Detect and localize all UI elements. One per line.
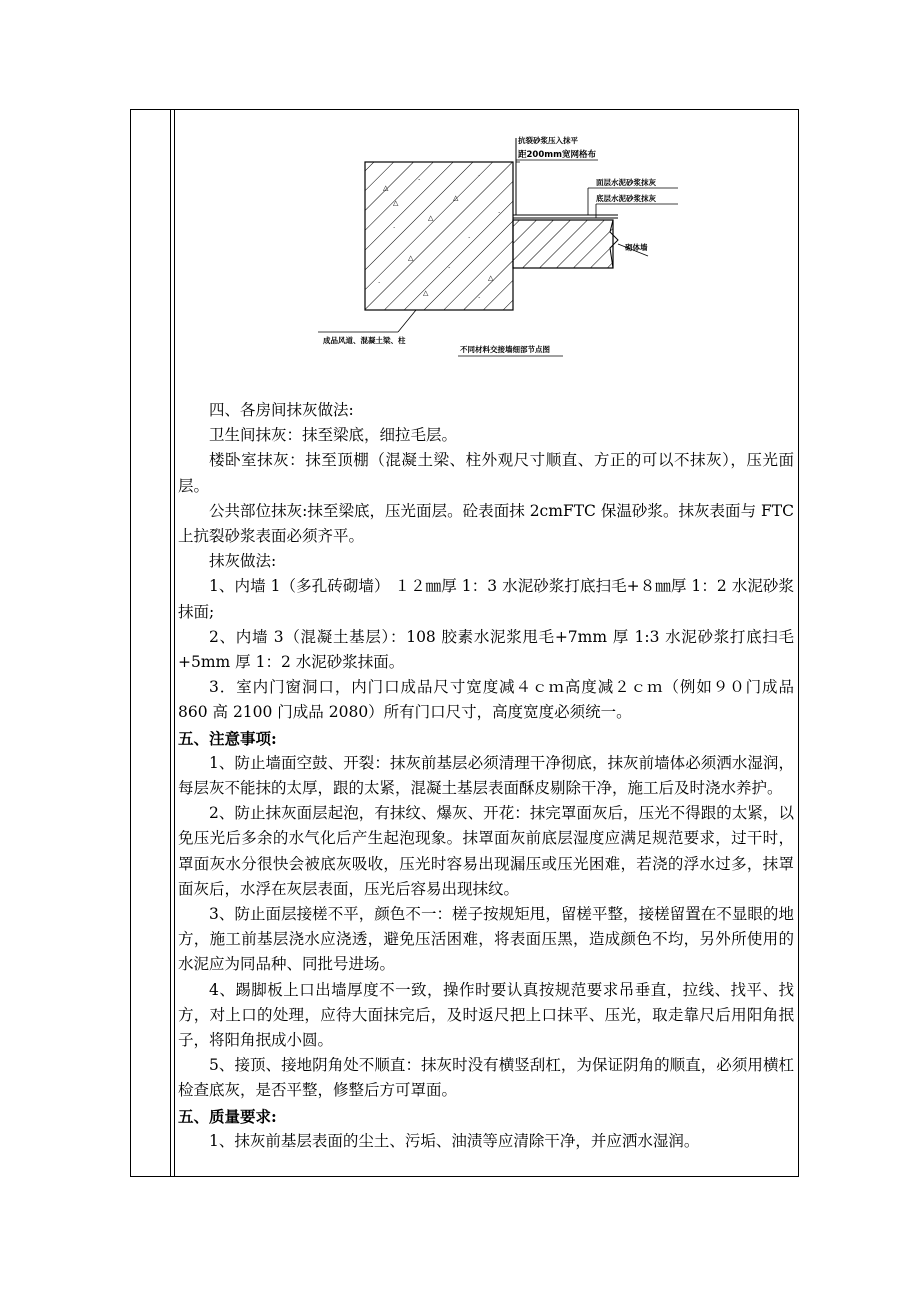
label-base-plaster: 底层水泥砂浆抹灰 xyxy=(596,194,656,203)
table-bottom-border xyxy=(130,1176,799,1177)
section-4-paragraph: 1、内墙 1（多孔砖砌墙） １２㎜厚 1：3 水泥砂浆打底扫毛+８㎜厚 1：2 水泥砂浆抹面; xyxy=(178,577,794,621)
paragraph-rest: ：抹完罩面灰后，压光不得跟的太紧，以免压光后多余的水气化后产生起泡现象。抹罩面灰前底层湿度应满足规范要求，过干时，罩面灰水分很快会被底灰吸收，压光时容易出现漏压或压光困难，若浇的浮水过多，抹罩面灰后，水浮在灰层表面，压光后容易出现抹纹。 xyxy=(178,804,794,898)
label-mesh-1: 抗裂砂浆压入抹平 xyxy=(518,136,578,145)
svg-text:△: △ xyxy=(428,214,434,222)
label-mesh-2: 距200mm宽网格布 xyxy=(518,150,596,160)
section-5-paragraph: 4、踢脚板上口出墙厚度不一致，操作时要认真按规范要求吊垂直，拉线、找平、找方，对上口的处理，应待大面抹完后，及时返尺把上口抹平、压光，取走靠尺后用阳角抿子，将阳角抿成小圆。 xyxy=(178,980,794,1050)
svg-text:△: △ xyxy=(453,194,459,202)
section-5-paragraph xyxy=(178,801,794,902)
svg-text:△: △ xyxy=(423,289,429,297)
paragraph-lead: 3、防止面层接槎不平，颜色不一 xyxy=(209,905,437,924)
section-4-paragraph: 抹灰做法: xyxy=(209,552,277,571)
label-concrete-member: 成品风道、混凝土梁、柱 xyxy=(323,336,406,345)
diagram-caption: 不同材料交接墙细部节点图 xyxy=(460,345,550,354)
brick-wall-block xyxy=(513,220,613,268)
section-4-paragraph: 公共部位抹灰:抹至梁底，压光面层。砼表面抹 2cmFTC 保温砂浆。抹灰表面与 FTC 上抗裂砂浆表面必须齐平。 xyxy=(178,501,794,546)
table-left-border xyxy=(130,109,131,1177)
label-brick-wall: 砌体墙 xyxy=(625,243,648,252)
section-5-paragraph xyxy=(178,902,794,978)
section-5-heading: 五、注意事项: xyxy=(178,728,277,748)
table-right-border xyxy=(798,109,799,1177)
paragraph-lead: 1、防止墙面空鼓、开裂 xyxy=(209,753,375,772)
svg-text:·: · xyxy=(393,224,396,232)
section-5-paragraph xyxy=(178,751,794,801)
svg-text:·: · xyxy=(478,294,481,302)
paragraph-lead: 5、接顶、接地阴角处不顺直 xyxy=(209,1056,406,1075)
svg-text:△: △ xyxy=(488,274,494,282)
section-4-paragraph: 卫生间抹灰：抹至梁底，细拉毛层。 xyxy=(209,426,458,445)
section-6-paragraph: 1、抹灰前基层表面的尘土、污垢、油渍等应清除干净，并应洒水湿润。 xyxy=(209,1131,700,1150)
section-4-paragraph: 楼卧室抹灰：抹至顶棚（混凝土梁、柱外观尺寸顺直、方正的可以不抹灰），压光面层。 xyxy=(178,451,794,495)
section-4-paragraph: 3．室内门窗洞口，内门口成品尺寸宽度减４ｃｍ高度减２ｃｍ（例如９０门成品 860 高 2100 门成品 2080）所有门口尺寸，高度宽度必须统一。 xyxy=(178,678,794,722)
svg-text:·: · xyxy=(468,234,471,242)
section-5-paragraph xyxy=(178,1053,794,1103)
section-4-heading: 四、各房间抹灰做法: xyxy=(209,401,354,419)
section-4-paragraph: 2、内墙 3（混凝土基层）：108 胶素水泥浆甩毛+7mm 厚 1:3 水泥砂浆打底扫毛+5mm 厚 1：2 水泥砂浆抹面。 xyxy=(178,627,794,672)
svg-text:·: · xyxy=(498,209,501,217)
leader-concrete-diag xyxy=(398,310,416,332)
svg-text:△: △ xyxy=(383,184,389,192)
wall-junction-detail-drawing xyxy=(178,120,794,370)
svg-text:·: · xyxy=(378,279,381,287)
paragraph-lead: 2、防止抹灰面层起泡，有抹纹、爆灰、开花 xyxy=(209,804,515,823)
svg-text:△: △ xyxy=(408,254,414,262)
svg-text:△: △ xyxy=(393,199,399,207)
svg-text:·: · xyxy=(478,172,481,180)
paragraph-rest: ：抹灰时没有横竖刮杠，为保证阴角的顺直，必须用横杠检查底灰，是否平整，修整后方可罩面。 xyxy=(178,1056,794,1100)
table-top-border xyxy=(130,109,799,110)
paragraph-rest: ：抹灰前基层必须清理干净彻底，抹灰前墙体必须洒水湿润，每层灰不能抹的太厚，跟的太紧，混凝土基层表面酥皮剔除干净，施工后及时浇水养护。 xyxy=(178,753,794,798)
svg-text:·: · xyxy=(418,176,421,184)
table-column-divider xyxy=(170,109,171,1177)
paragraph-rest: ：槎子按规矩甩，留槎平整，接槎留置在不显眼的地方，施工前基层浇水应浇透，避免压活困难，将表面压黑，造成颜色不均，另外所使用的水泥应为同品种、同批号进场。 xyxy=(178,905,794,974)
document-body xyxy=(178,398,794,1154)
svg-text:·: · xyxy=(448,264,451,272)
label-face-plaster: 面层水泥砂浆抹灰 xyxy=(596,178,656,187)
section-6-heading: 五、质量要求: xyxy=(178,1106,277,1126)
table-column-divider-inner xyxy=(174,109,175,1177)
